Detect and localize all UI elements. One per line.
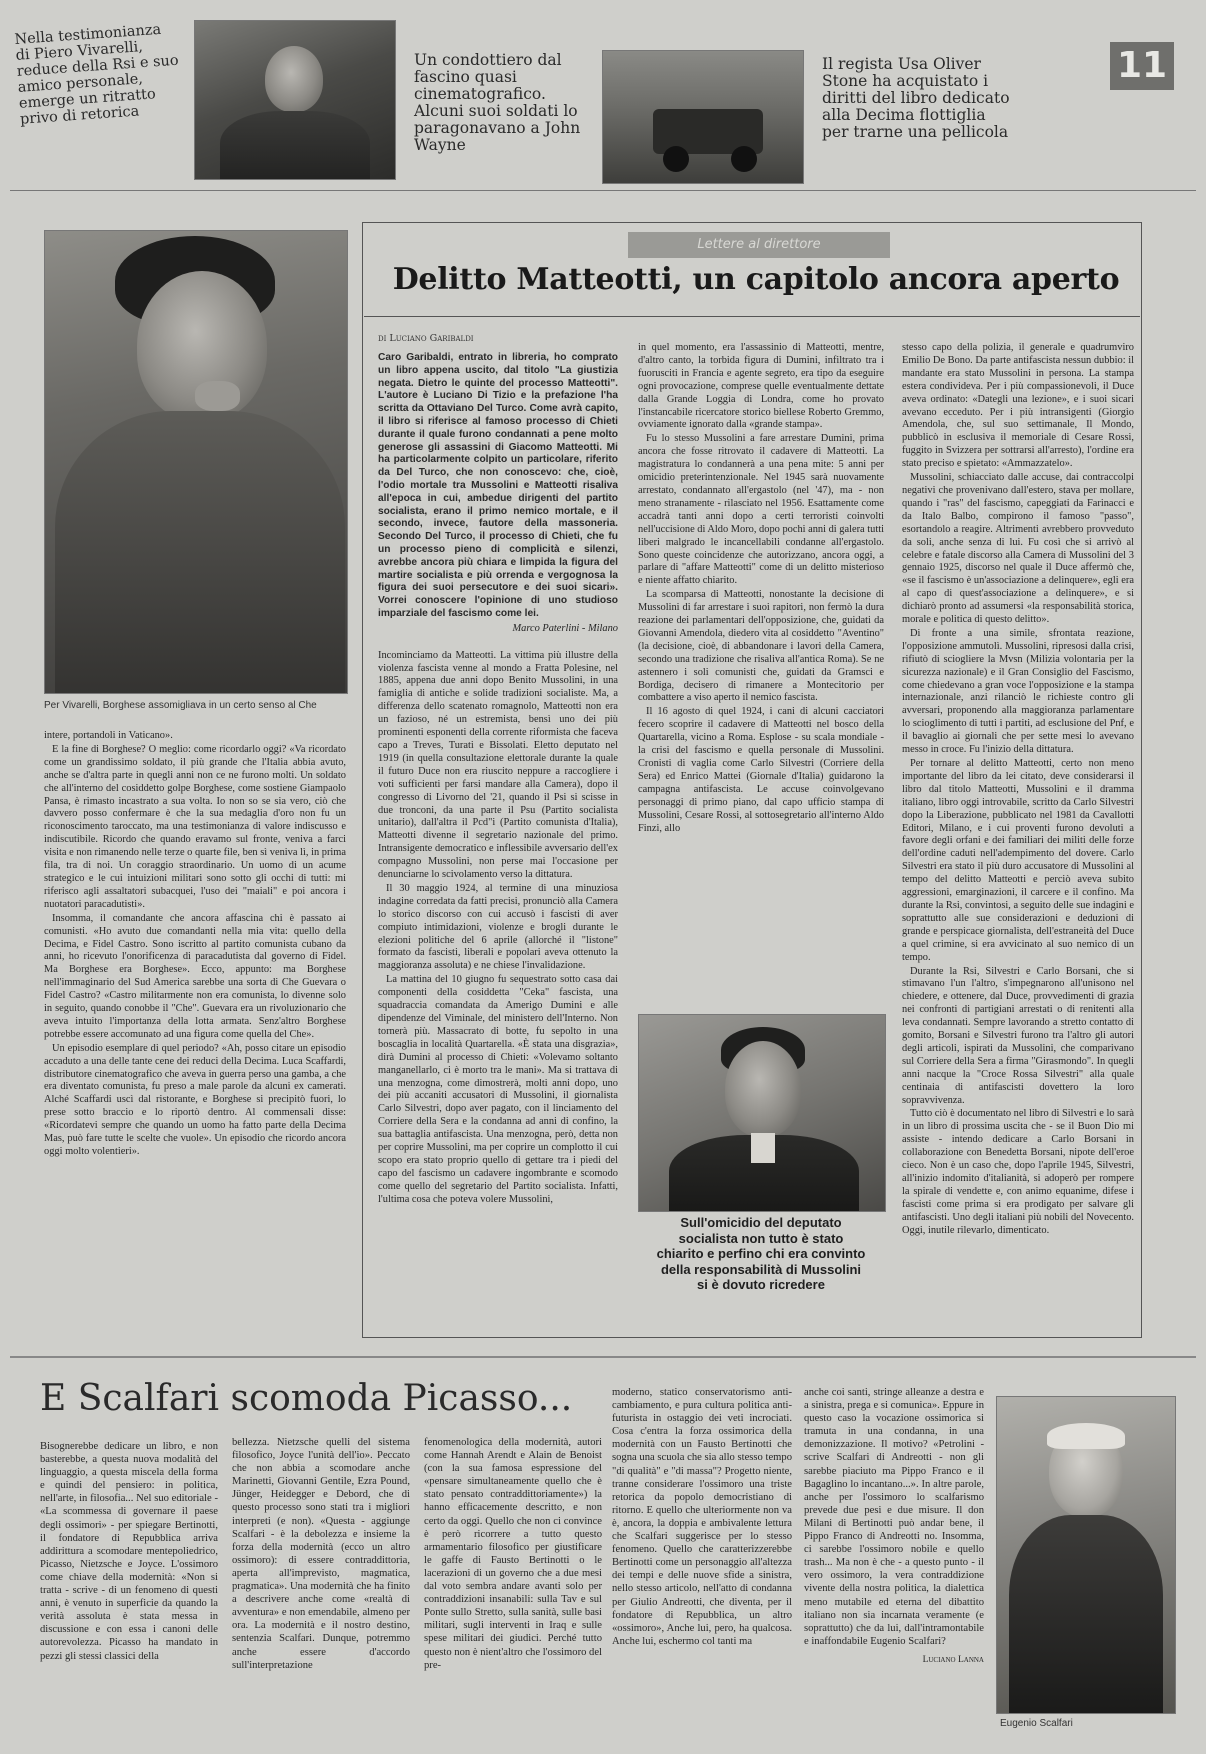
letter-title: Delitto Matteotti, un capitolo ancora aperto (392, 262, 1120, 297)
letter-paragraph: Mussolini, schiacciato dalle accuse, dai contraccolpi negativi che provenivano dall'estero, stava per mollare, quando i "ras" del fascismo, capeggiati da Farinacci e da Italo Balbo, compirono il famoso "passo", esortandolo a reagire. Altrimenti avrebbero provveduto da soli, anche senza di lui. Fu così che si arrivò al celebre e fatale discorso alla Camera di Mussolini del 3 gennaio 1925, discorso nel quale il Duce affermò che, «se il fascismo è un'associazione a delinquere», egli era al capo di quest'associazione a delinquere», e si dichiarò pronto ad assumersi «la responsabilità storica, morale e politica di questo delitto». (902, 472, 1134, 626)
che-photo-caption: Per Vivarelli, Borghese assomigliava in un certo senso al Che (44, 700, 317, 711)
letter-paragraph: La mattina del 10 giugno fu sequestrato sotto casa dai componenti della cosiddetta "Ceka" fascista, una squadraccia comandata da Amerigo Dumini e alle dipendenze del Viminale, del ministero dell'Interno. Non tornerà più. Massacrato di botte, fu sepolto in una boscaglia in località Quartarella. «È stata una disgrazia», dirà Dumini al processo di Chieti: «Volevamo soltanto manganellarlo, ci è morto tra le mani». Ma si trattava di una menzogna, come dimostrerà, molti anni dopo, uno dei più accaniti accusatori di Mussolini, il giornalista Carlo Silvestri, dopo aver pagato, con il linciamento del Corriere della Sera e la condanna ad anni di confino, la sua battaglia antifascista. Una menzogna, però, detta non per coprire Mussolini, ma per coprire un complotto il cui scopo era stato proprio quello di gettare tra i piedi del capo del fascismo un cadavere ingombrante e scomodo come quello del segretario del Partito socialista. Infatti, l'ultima cosa che poteva volere Mussolini, (378, 974, 618, 1205)
letter-paragraph: Di fronte a una simile, sfrontata reazione, l'opposizione ammutolì. Mussolini, ripresosi dalla crisi, rifiutò di sciogliere la Mvsn (Milizia volontaria per la sicurezza nazionale) e il Gran Consiglio del Fascismo, come chiedevano a gran voce l'opposizione e la stampa internazionale, anzi rilanciò le richieste contro gli avversari, proponendo alla maggioranza parlamentare lo scioglimento di tutti i partiti, ad esclusione del Pnf, e il bavaglio ai giornali che per sette mesi lo avevano messo in croce. Fu l'inizio della dittatura. (902, 627, 1134, 756)
bottom-column-1: Bisognerebbe dedicare un libro, e non basterebbe, a questa nuova modalità del linguaggio, a questa miscela della forma e quindi del pensiero: in politica, nell'arte, in filosofia... Nel suo editoriale - «La scommessa di governare il paese degli ossimori» - per spiegare Bertinotti, il fondatore di Repubblica arriva addirittura a scomodare mentepoliedrico, Picasso, Nietzsche e Joyce. L'ossimoro come chiave della modernità: «Non si tratta - scrive - di un fenomeno di questi anni, è venuto in superficie da quando la verità assoluta è stata messa in discussione e con essa i canoni delle autorevolezza. Picasso ha mandato in pezzi gli stessi classici della (40, 1441, 218, 1662)
left-column-text (44, 730, 346, 1330)
letter-paragraph: Durante la Rsi, Silvestri e Carlo Borsani, che si stimavano l'un l'altro, s'impegnarono all'unisono nel chiedere, e ottenere, dal Duce, provvedimenti di grazia nei confronti di partigiani arrestati o di renitenti alla leva condannati. Sempre lavorando a stretto contatto di gomito, Borsani e Silvestri furono tra l'altro gli autori degli articoli, ispirati da Mussolini, che comparivano sul Corriere della Sera a firma "Girasmondo". In quegli anni nacque la "Croce Rossa Silvestri" alla quale centinaia di antifascisti dovettero la loro sopravvivenza. (902, 965, 1134, 1106)
reader-letter: Caro Garibaldi, entrato in libreria, ho comprato un libro appena uscito, dal titolo "La giustizia negata. Dietro le quinte del processo Matteotti". L'autore è Luciano Di Tizio e la prefazione l'ha scritta da Ottaviano Del Turco. Come avrà capito, il libro si riferisce al famoso processo di Chieti durante il quale furono condannati a pene molto generose gli assassini di Giacomo Matteotti. Mi ha particolarmente colpito un particolare, riferito da Del Turco, che non conoscevo: che, cioè, l'odio mortale tra Mussolini e Matteotti risaliva all'epoca in cui, ambedue dirigenti del partito socialista, erano il primo nemico mortale, e il secondo, invece, fautore della massoneria. Secondo Del Turco, il processo di Chieti, che fu un processo pieno di complicità e silenzi, avrebbe ancora più chiara e limpida la figura del martire socialista e più orrenda e vergognosa la figura dei suoi persecutore e dei suoi sicari». Vorrei conoscere l'opinione di uno studioso imparziale del fascismo come lei. (378, 352, 618, 619)
header-caption-mid: Un condottiero dal fascino quasi cinematografico. Alcuni suoi soldati lo paragonavano a John Wayne (414, 51, 581, 154)
letter-paragraph: in quel momento, era l'assassinio di Matteotti, mentre, d'altro canto, la torbida figura di Dumini, infiltrato tra i fuorusciti in Francia e agente segreto, era tipo da eseguire ogni provocazione, comprese quelle eventualmente dettate dalla Grande Loggia di Londra, come ho provato l'instancabile ricercatore storico biellese Roberto Gremmo, ovviamente ignorato dalla «grande stampa». (638, 342, 884, 431)
letter-paragraph: Il 16 agosto di quel 1924, i cani di alcuni cacciatori fecero scoprire il cadavere di Matteotti nel bosco della Quartarella, vicino a Roma. Esplose - su scala mondiale - la crisi del fascismo e quella personale di Mussolini. Cronisti di vaglia come Carlo Silvestri (Corriere della Sera) ed Enrico Mattei (Giornale d'Italia) guidarono la campagna antifascista. Le accuse coinvolgevano personaggi di primo piano, dal capo ufficio stampa di Mussolini, Cesare Rossi, al sottosegretario all'interno Aldo Finzi, allo (638, 706, 884, 834)
letter-column-2 (638, 342, 884, 1000)
letter-column-3 (902, 342, 1134, 1330)
bottom-column-3: fenomenologica della modernità, autori come Hannah Arendt e Alain de Benoist (con la sua famosa espressione del «pensare simultaneamente quello che è stato pensato contraddittoriamente») la hanno efficacemente descritto, e non certo da oggi. Quello che non ci convince è però ricorrere a tutto questo armamentario filosofico per giustificare le gaffe di Fausto Bertinotti o le lacerazioni di un governo che a due mesi dal voto sembra andare avanti solo per contraddizioni insanabili: sulla Tav e sul Ponte sullo Stretto, sulla sanità, sulle basi militari, sugli interventi in Iraq e sulle spese militari dei giudici. Perché tutto questo non è nient'altro che l'ossimoro del pre- (424, 1437, 602, 1671)
letter-kicker: Lettere al direttore (628, 232, 890, 258)
letter-byline: di Luciano Garibaldi (378, 333, 474, 344)
matteotti-photo (638, 1014, 886, 1212)
matteotti-photo-caption: Sull'omicidio del deputato socialista non tutto è stato chiarito e perfino chi era convinto della responsabilità di Mussolini si è dovuto ricredere (656, 1215, 866, 1292)
bottom-author: Luciano Lanna (922, 1654, 984, 1665)
bottom-column-4: moderno, statico conservatorismo anti-cambiamento, e pura cultura politica anti-futurista in ostaggio dei veti incrociati. Cosa c'entra la forza ossimorica della modernità con un Fausto Bertinotti che sogna una scuola che sia allo stesso tempo "di qualità" e "di massa"? Progetto niente, tranne considerare l'ossimoro una triste retorica da popolo democristiano di ritorno. E quello che ulteriormente non va è, ancora, la doppia e ambivalente lettura che Scalfari suggerisce per lo stesso fenomeno. Quello che caratterizzerebbe Bertinotti come un personaggio all'altezza dei tempi e delle nuove sfide a sinistra, nello stesso articolo, nell'atto di condanna per Giulio Andreotti, che diventa, per il fondatore di Repubblica, un altro «ossimoro», Anche lui, pero, ha qualcosa. Anche lui, eschermo col tanti ma (612, 1387, 792, 1647)
bottom-rule (10, 1356, 1196, 1358)
letter-paragraph: Tutto ciò è documentato nel libro di Silvestri e lo sarà in un libro di prossima uscita che - se il Buon Dio mi assiste - intendo dedicare a Carlo Borsani in collaborazione con Benedetta Borsani, nipote dell'eroe cieco. Non è un caso che, dopo l'aprile 1945, Silvestri, all'inizio indomito d'italianità, si adoperò per rompere la spirale di vendette e, con animo equanime, difese i fascisti come prima si era prodigato per salvare gli antifascisti. Uno degli italiani più nobili del Novecento. Oggi, inutile rilevarlo, dimenticato. (902, 1108, 1134, 1236)
left-paragraph: Insomma, il comandante che ancora affascina chi è passato ai comunisti. «Ho avuto due comandanti nella mia vita: quello della Decima, e Fidel Castro. Sono iscritto al partito comunista cubano da anni, ho ricevuto l'onorificenza di paracadutista dal governo di Fidel. Ma Borghese era Borghese». Ecco, appunto: ma Borghese nell'immaginario del Sud America sarebbe una sorta di Che Guevara o Fidel Castro? «Castro militarmente non era comunista, lo divenne solo in seguito, quando conobbe il "Che". Guevara era un rivoluzionario che aveva intuito l'importanza della lotta armata. Senz'altro Borghese potrebbe essere accomunato ad una figura come quella del Che». (44, 912, 346, 1040)
left-paragraph: Un episodio esemplare di quel periodo? «Ah, posso citare un episodio accaduto a una delle tante cene dei reduci della Decima. Luca Scaffardi, distributore cinematografico che aveva in guerra perso una gamba, a che era diventato comunista, fu preso a male parole da alcuni ex camerati. Alché Scaffardi uscì dal ristorante, e Borghese si precipitò fuori, lo prese sotto braccio e lo riportò dentro. Al commensali disse: «Ricordatevi sempre che quando un uomo ha fatto parte della Decima Mas, può fare tutte le scelte che vuole». Un episodio che ricordo ancora oggi molto volentieri». (44, 1042, 346, 1157)
scalfari-photo-caption: Eugenio Scalfari (1000, 1718, 1073, 1729)
left-paragraph: intere, portandoli in Vaticano». (44, 730, 173, 741)
letter-paragraph: stesso capo della polizia, il generale e quadrumviro Emilio De Bono. Da parte antifascista nessun dubbio: il mandante era stato Mussolini in persona. La stampa estera condivideva. Per i più compassionevoli, il Duce aveva ordinato: «Dategli una lezione», e i suoi sicari avevano ecceduto. Per i più intransigenti (Giorgio Amendola, che, sul suo settimanale, Il Mondo, pubblicò in esclusiva il memoriale di Cesare Rossi, fuggito in Svizzera per sottrarsi all'arresto), l'ordine era stato preciso e spietato: «Ammazzatelo». (902, 342, 1134, 470)
letter-title-rule (364, 316, 1140, 317)
bottom-column-5-text: anche coi santi, stringe alleanze a destra e a sinistra, prega e si comunica». Eppure in questo caso la vocazione ossimorica si tramuta in una condanna, in una demonizzazione. Il motivo? «Petrolini - scrive Scalfari di Andreotti - non gli sarebbe piaciuto ma Pippo Franco e il Bagaglino lo incantano...». In altre parole, anche per l'ossimoro lo scalfarismo prevede due pesi e due misure. Il don Milani di Bertinotti può andar bene, il Pippo Franco di Andreotti no. Insomma, ci sarebbe l'ossimoro nobile e quello trash... Ma non è che - a questo punto - il vero ossimoro, la vera contraddizione vivente della nostra politica, la dialettica meno mutabile ed eterna del dibattito italiano non sia incarnata veramente (e soprattutto) che da lui, dall'intramontabile e inaffondabile Eugenio Scalfari? (804, 1387, 984, 1647)
bottom-column-5 (804, 1386, 984, 1744)
jeep-header-photo (602, 50, 804, 184)
left-paragraph: E la fine di Borghese? O meglio: come ricordarlo oggi? «Va ricordato come un grandissimo soldato, il più grande che l'Italia abbia avuto, anche se d'altra parte in quegli anni non ce ne furono molti. Un soldato che all'interno del cosiddetto golpe Borghese, come sostiene Giampaolo Pansa, è rimasto incastrato a sua volta. Io non so se sia vero, ciò che davvero posso confermare è che la sua medaglia d'oro non fu un riconoscimento taroccato, ma una testimonianza di valore indiscusso e indiscutibile. Ricordo che quando eravamo sul fronte, veniva a farci visita e non rimanendo nelle terze o quarte file, ben sì veniva lì, in prima fila, tra di noi. Un coraggio straordinario. Un uomo di un acume strategico e le cui intuizioni militari sono sotto gli occhi di tutti: mi riferisco agli assaltatori subacquei, l'uso dei "maiali" e poi ancora i nuotatori paracadutisti». (44, 743, 346, 910)
scalfari-photo (996, 1396, 1176, 1714)
header-caption-right: Il regista Usa Oliver Stone ha acquistato i diritti del libro dedicato alla Decima flottiglia per trarne una pellicola (822, 55, 1010, 141)
letter-signature: Marco Paterlini - Milano (512, 622, 618, 634)
page-number: 11 (1110, 42, 1174, 90)
che-guevara-photo (44, 230, 348, 694)
header-rule (10, 190, 1196, 191)
header-caption-left: Nella testimonianza di Piero Vivarelli, reduce della Rsi e suo amico personale, emerge un ritratto privo di retorica (14, 21, 180, 128)
letter-paragraph: Il 30 maggio 1924, al termine di una minuziosa indagine corredata da fatti precisi, pronunciò alla Camera lo storico discorso con cui accusò i fascisti di aver compiuto intimidazioni, violenze e brogli durante le elezioni politiche del 6 aprile (allorché il "listone" formato da fascisti, liberali e popolari aveva ottenuto la maggioranza assoluta) e ne chiese l'invalidazione. (378, 882, 618, 972)
letter-paragraph: Fu lo stesso Mussolini a fare arrestare Dumini, prima ancora che fosse ritrovato il cadavere di Matteotti. La magistratura lo condannerà a una pena mite: 5 anni per omicidio preterintenzionale. Nel 1945 sarà nuovamente arrestato, condannato all'ergastolo (nel '47), ma - non meno stranamente - rilasciato nel 1956. Esattamente come accadrà tanti anni dopo a certi terroristi coinvolti nell'uccisione di Aldo Moro, dopo pochi anni di galera tutti liberi malgrado le incancellabili condanne all'ergastolo. Sono queste coincidenze che autorizzano, ancora oggi, a parlare di "affare Matteotti" come di un delitto misterioso e niente affatto chiarito. (638, 433, 884, 587)
letter-column-1 (378, 352, 618, 1312)
borghese-header-photo (194, 20, 396, 180)
bottom-column-2: bellezza. Nietzsche quelli del sistema filosofico, Joyce l'unità dell'io». Peccato che non abbia a scomodare anche Marinetti, Giovanni Gentile, Ezra Pound, Jünger, Heidegger e Debord, che di questo processo sono stati tra i migliori interpreti (e non). «Questa - aggiunge Scalfari - è la debolezza e insieme la forza della modernità (ecco un altro ossimoro): di essere contraddittoria, aperta all'imprevisto, magmatica, pragmatica». Una modernità che ha finito a descrivere anche come «realtà di avventura» e non emendabile, almeno per ora. La modernità e il nostro destino, sentenzia Scalfari. Dunque, potremmo anche essere d'accordo sull'interpretazione (232, 1437, 410, 1671)
bottom-title: E Scalfari scomoda Picasso... (40, 1378, 573, 1419)
letter-paragraph: Incominciamo da Matteotti. La vittima più illustre della violenza fascista venne al mondo a Fratta Polesine, nel 1885, appena due anni dopo Benito Mussolini, in una famiglia di antiche e solide tradizioni socialiste. Ma, a differenza dello scatenato romagnolo, Matteotti non era un fazioso, né un estremista, bensì uno dei più prominenti esponenti della corrente riformista che faceva capo a Treves, Turati e Bissolati. Eletto deputato nel 1919 (in quella consultazione elettorale durante la quale il futuro Duce non era riuscito neppure a raccogliere i voti sufficienti per farsi mandare alla Camera), dopo il congresso di Livorno del '21, quando il Psi si scisse in due tronconi, da una parte il Psu (Partito socialista unitario), dall'altra il Pcd"i (Partito comunista d'Italia), Matteotti divenne il segretario nazionale del primo. Intransigente democratico e inflessibile avversario dell'ex compagno Mussolini, non perse mai l'occasione per denunciarne lo scivolamento verso la dittatura. (378, 649, 618, 881)
letter-paragraph: La scomparsa di Matteotti, nonostante la decisione di Mussolini di far arrestare i suoi rapitori, non fermò la dura reazione dei parlamentari dell'opposizione, che, guidati da Giovanni Amendola, diedero vita al cosiddetto "Aventino" (la decisione, cioè, di abbandonare i lavori della Camera, secondo una tradizione che risaliva all'antica Roma). Se ne astennero i soli comunisti che, guidati da Gramsci e Bordiga, decisero di rimanere a Montecitorio per combattere a viso aperto il nemico fascista. (638, 589, 884, 704)
letter-paragraph: Per tornare al delitto Matteotti, certo non meno importante del libro da lei citato, deve considerarsi il libro dal titolo Matteotti, Mussolini e il dramma italiano, libro oggi introvabile, scritto da Carlo Silvestri dopo la Liberazione, pubblicato nel 1981 da Cavallotti Editori, Milano, e i cui proventi furono devoluti a favore degli orfani e dei familiari dei militi delle forze dell'ordine caduti nell'adempimento del dovere. Carlo Silvestri era stato il più duro accusatore di Mussolini al tempo del delitto Matteotti e perciò aveva subito aggressioni, emarginazioni, il carcere e il confino. Ma durante la Rsi, convintosi, a seguito delle sue indagini e soprattutto alle sue considerazioni e deduzioni di grande e perspicace giornalista, dell'estraneità del Duce a quel crimine, si era avvicinato al suo nemico di un tempo. (902, 758, 1134, 963)
